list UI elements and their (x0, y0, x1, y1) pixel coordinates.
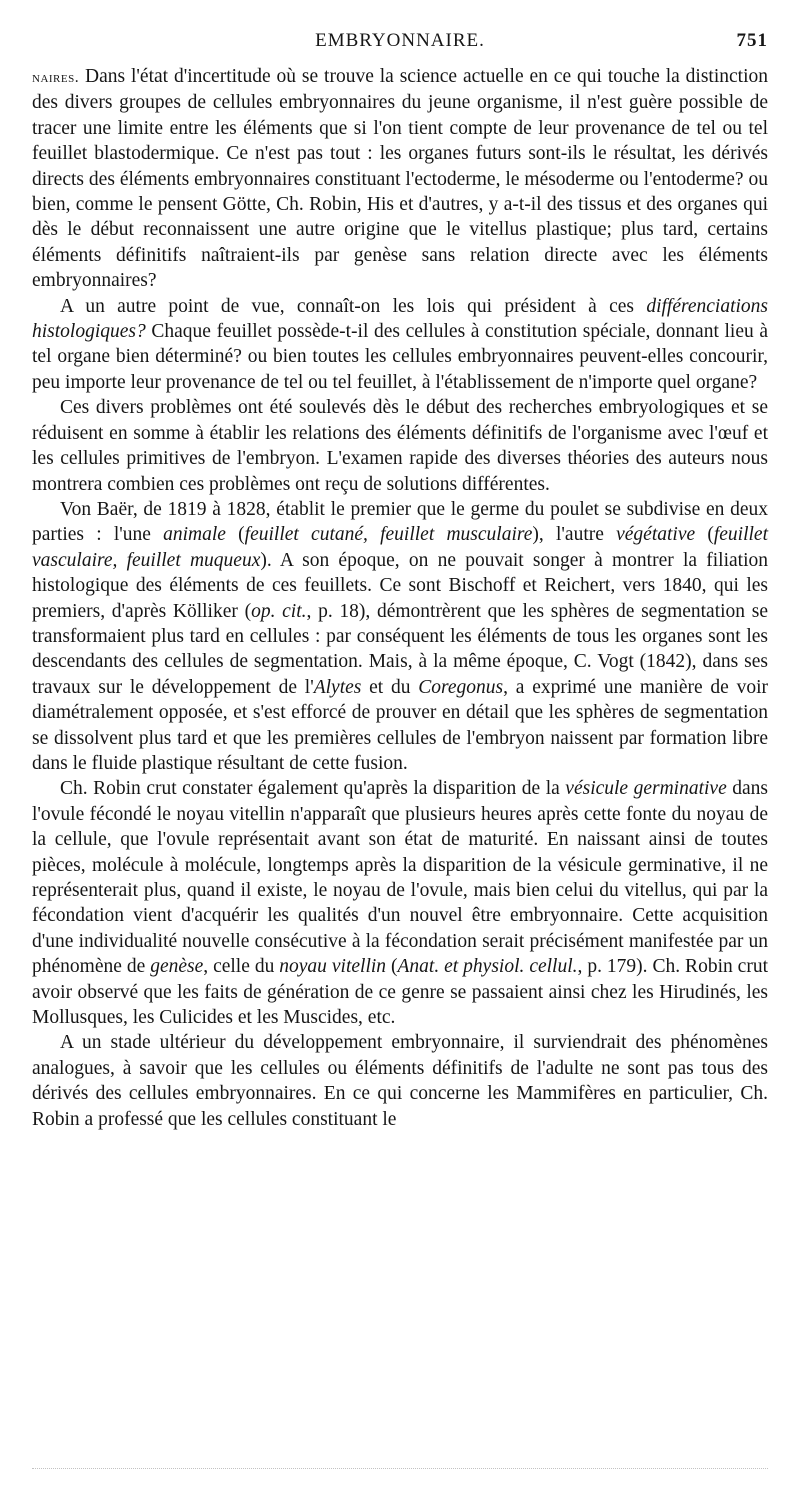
text-run: et du (361, 676, 419, 698)
paragraph (32, 294, 768, 396)
text-run: ). A son époque, on ne pouvait songer à montrer la filiation histologique des éléments de ces feuillets. Ce sont Bischoff et Reichert, vers 1840, qui les premiers, d'après Kölliker ( (32, 549, 768, 622)
text-run: , p. 179). Ch. Robin crut avoir observé que les faits de génération de ce genre se passaient ainsi chez les Hirudinés, les Mollusques, les Culicides et les Muscides, etc. (32, 956, 768, 1029)
italic-text: animale (163, 524, 226, 546)
footer-rule (32, 1468, 768, 1471)
text-run: ( (386, 956, 398, 978)
paragraph (32, 1030, 768, 1132)
text-run: A un stade ultérieur du développement embryonnaire, il surviendrait des phénomènes analogues, à savoir que les cellules ou éléments définitifs de l'adulte ne sont pas tous des dérivés des cellules embryonnaires. En ce qui concerne les Mammifères en particulier, Ch. Robin a professé que les cellules constituant le (32, 1032, 768, 1130)
italic-text: végétative (616, 524, 696, 546)
running-header (32, 28, 768, 58)
body-text (32, 64, 768, 1132)
italic-text: Coregonus (418, 676, 504, 698)
text-run: A un autre point de vue, connaît-on les lois qui président à ces (60, 295, 647, 317)
paragraph (32, 395, 768, 497)
italic-text: op. cit. (251, 600, 307, 622)
text-run: ( (225, 524, 245, 546)
italic-text: feuillet cutané, feuillet musculaire (244, 524, 533, 546)
text-run: ), l'autre (532, 524, 617, 546)
paragraph (32, 497, 768, 776)
text-run: Ces divers problèmes ont été soulevés dès le début des recherches embryologiques et se réduisent en somme à établir les relations des éléments définitifs de l'organisme avec l'œuf et les cellules primitives de l'embryon. L'examen rapide des diverses théories des auteurs nous montrera combien ces problèmes ont reçu de solutions différentes. (32, 397, 768, 495)
italic-text: genèse (150, 956, 204, 978)
text-run: Ch. Robin crut constater également qu'après la disparition de la (60, 778, 566, 800)
italic-text: vésicule germinative (565, 778, 727, 800)
italic-text: feuillet vasculaire, feuillet muqueux (32, 524, 769, 571)
text-run: Dans l'état d'incertitude où se trouve la science actuelle en ce qui touche la distinction des divers groupes de cellules embryonnaires du jeune organisme, il n'est guère possible de tracer une limite entre les éléments que si l'on tient compte de leur provenance de tel ou tel feuillet blastodermique. Ce n'est pas tout : les organes futurs sont-ils le résultat, les dérivés directs des éléments embryonnaires constituant l'ectoderme, le mésoderme ou l'entoderme? ou bien, comme le pensent Götte, Ch. Robin, His et d'autres, y a-t-il des tissus et des organes qui dès le début reconnaissent une autre origine que le vitellus plastique; plus tard, certains éléments définitifs naîtraient-ils par genèse sans relation directe avec les éléments embryonnaires? (32, 66, 768, 292)
text-run: dans l'ovule fécondé le noyau vitellin n'apparaît que plusieurs heures après cette fonte du noyau de la cellule, que l'ovule représentait avant son état de maturité. En naissant ainsi de toutes pièces, molécule à molécule, longtemps après la disparition de la vésicule germinative, il ne représenterait plus, quand il existe, le noyau de l'ovule, mais bien celui du vitellus, qui par la fécondation vient d'acquérir les qualités d'un nouvel être embryonnaire. Cette acquisition d'une individualité nouvelle consécutive à la fécondation serait précisément manifestée par un phénomène de (32, 778, 768, 978)
paragraph (32, 64, 768, 294)
paragraph (32, 776, 768, 1030)
text-run: , celle du (203, 956, 280, 978)
page-number: 751 (736, 30, 768, 51)
italic-text: Alytes (313, 676, 362, 698)
document-page (32, 28, 768, 1132)
text-run: , a exprimé une manière de voir diamétralement opposée, et s'est efforcé de prouver en détail que les sphères de segmentation se dissolvent plus tard et que les premières cellules de l'embryon naissent par formation libre dans le fluide plastique résultant de cette fusion. (32, 676, 768, 774)
italic-text: différenciations histologiques? (32, 295, 768, 343)
italic-text: noyau vitellin (279, 956, 387, 978)
text-run: Chaque feuillet possède-t-il des cellules à constitution spéciale, donnant lieu à tel organe bien déterminé? ou bien toutes les cellules embryonnaires peuvent-elles concourir, peu importe leur provenance de tel ou tel feuillet, à l'établissement de n'importe quel organe? (32, 321, 768, 393)
italic-text: Anat. et physiol. cellul. (397, 956, 578, 978)
text-run: ( (695, 524, 714, 546)
running-title: EMBRYONNAIRE. (315, 30, 485, 51)
text-run: Von Baër, de 1819 à 1828, établit le premier que le germe du poulet se subdivise en deux parties : l'une (32, 498, 768, 546)
paragraph-lead: naires. (32, 69, 80, 86)
text-run: , p. 18), démontrèrent que les sphères de segmentation se transformaient plus tard en cellules : par conséquent les éléments de tous les organes sont les descendants des cellules de segmentation. Mais, à la même époque, C. Vogt (1842), dans ses travaux sur le développement de l' (32, 600, 768, 698)
